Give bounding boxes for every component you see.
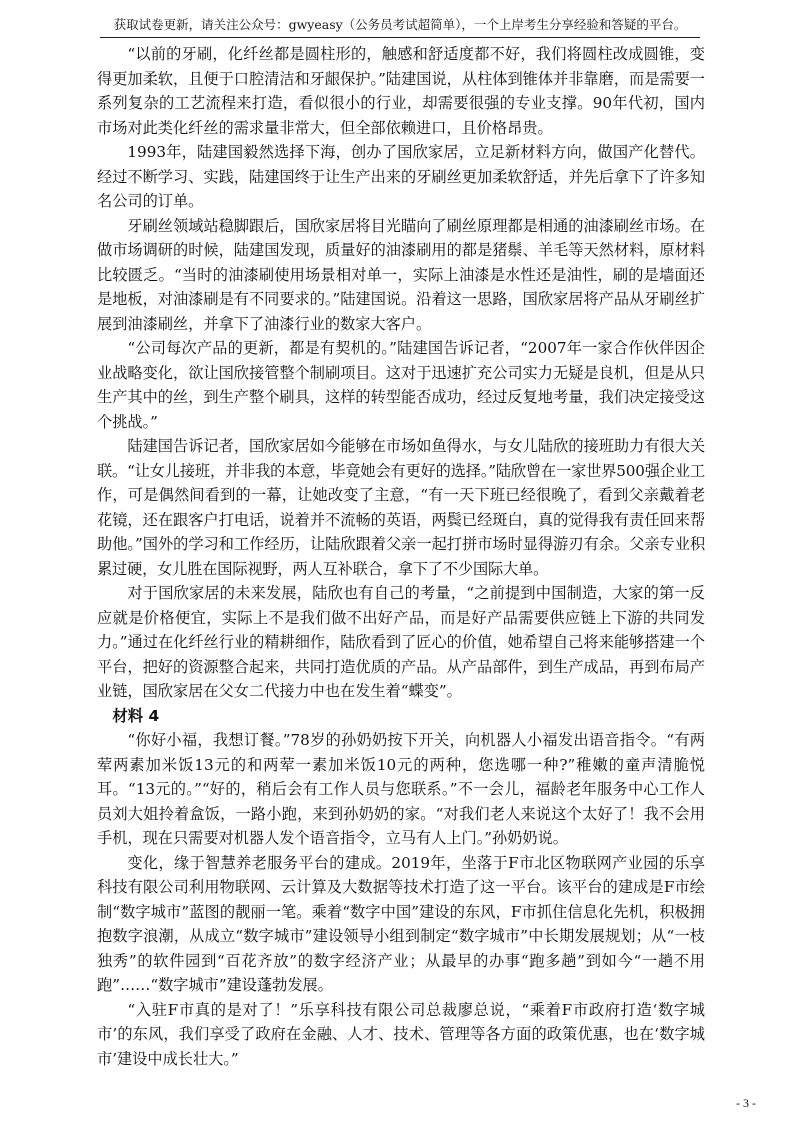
paragraph-3: 牙刷丝领域站稳脚跟后，国欣家居将目光瞄向了刷丝原理都是相通的油漆刷丝市场。在做市场调研的时候，陆建国发现，质量好的油漆刷用的都是猪鬃、羊毛等天然材料，原材料比较匮乏。“当时的油漆刷使用场景相对单一，实际上油漆是水性还是油性，刷的是墙面还是地板，对油漆刷是有不同要求的。”陆建国说。沿着这一思路，国欣家居将产品从牙刷丝扩展到油漆刷丝，并拿下了油漆行业的数家大客户。 bbox=[97, 216, 705, 333]
material-4-paragraph-1: “你好小福，我想订餐。”78岁的孙奶奶按下开关，向机器人小福发出语音指令。“有两荤两素加米饭13元的和两荤一素加米饭10元的两种，您选哪一种?”稚嫩的童声清脆悦耳。“13元的。”“好的，稍后会有工作人员与您联系。”不一会儿，福龄老年服务中心工作人员刘大姐拎着盒饭，一路小跑，来到孙奶奶的家。“对我们老人来说这个太好了！我不会用手机，现在只需要对机器人发个语音指令，立马有人上门。”孙奶奶说。 bbox=[97, 731, 705, 847]
paragraph-4: “公司每次产品的更新，都是有契机的。”陆建国告诉记者，“2007年一家合作伙伴因企业战略变化，欲让国欣接管整个制刷项目。这对于迅速扩充公司实力无疑是良机，但是从只生产其中的丝，到生产整个刷具，这样的转型能否成功，经过反复地考量，我们决定接受这个挑战。” bbox=[97, 339, 705, 431]
paragraph-5: 陆建国告诉记者，国欣家居如今能够在市场如鱼得水，与女儿陆欣的接班助力有很大关联。“让女儿接班，并非我的本意，毕竟她会有更好的选择。”陆欣曾在一家世界500强企业工作，可是偶然间看到的一幕，让她改变了主意，“有一天下班已经很晚了，看到父亲戴着老花镜，还在跟客户打电话，说着并不流畅的英语，两鬓已经斑白，真的觉得我有责任回来帮助他。”国外的学习和工作经历，让陆欣跟着父亲一起打拼市场时显得游刃有余。父亲专业积累过硬，女儿胜在国际视野，两人互补联合，拿下了不少国际大单。 bbox=[97, 437, 705, 578]
header-divider bbox=[100, 37, 700, 38]
paragraph-2: 1993年，陆建国毅然选择下海，创办了国欣家居，立足新材料方向，做国产化替代。经过不断学习、实践，陆建国终于让生产出来的牙刷丝更加柔软舒适，并先后拿下了许多知名公司的订单。 bbox=[97, 143, 705, 210]
page-header: 获取试卷更新，请关注公众号：gwyeasy（公务员考试超简单），一个上岸考生分享经验和答疑的平台。 bbox=[113, 17, 687, 32]
material-4-heading: 材料 4 bbox=[112, 706, 160, 725]
material-4-paragraph-3: “入驻F市真的是对了！”乐享科技有限公司总裁廖总说，“乘着F市政府打造‘数字城市’的东风，我们享受了政府在金融、人才、技术、管理等各方面的政策优惠，也在‘数字城市’建设中成长壮大。” bbox=[97, 1000, 705, 1068]
paragraph-1: “以前的牙刷，化纤丝都是圆柱形的，触感和舒适度都不好，我们将圆柱改成圆锥，变得更加柔软，且便于口腔清洁和牙龈保护。”陆建国说，从柱体到锥体并非靠磨，而是需要一系列复杂的工艺流程来打造，看似很小的行业，却需要很强的专业支撑。90年代初，国内市场对此类化纤丝的需求量非常大，但全部依赖进口，且价格昂贵。 bbox=[97, 45, 705, 137]
document-body bbox=[97, 42, 705, 1071]
material-4-paragraph-2: 变化，缘于智慧养老服务平台的建成。2019年，坐落于F市北区物联网产业园的乐享科技有限公司利用物联网、云计算及大数据等技术打造了这一平台。该平台的建成是F市绘制“数字城市”蓝图的靓丽一笔。乘着“数字中国”建设的东风，F市抓住信息化先机，积极拥抱数字浪潮，从成立“数字城市”建设领导小组到制定“数字城市”中长期发展规划；从“一枝独秀”的软件园到“百花齐放”的数字经济产业；从最早的办事“跑多趟”到如今“一趟不用跑”……“数字城市”建设蓬勃发展。 bbox=[97, 853, 705, 994]
paragraph-6: 对于国欣家居的未来发展，陆欣也有自己的考量，“之前提到中国制造，大家的第一反应就是价格便宜，实际上不是我们做不出好产品，而是好产品需要供应链上下游的共同发力。”通过在化纤丝行业的精耕细作，陆欣看到了匠心的价值，她希望自己将来能够搭建一个平台，把好的资源整合起来，共同打造优质的产品。从产品部件，到生产成品，再到布局产业链，国欣家居在父女二代接力中也在发生着“蝶变”。 bbox=[97, 584, 705, 700]
page-number: - 3 - bbox=[736, 1096, 756, 1110]
